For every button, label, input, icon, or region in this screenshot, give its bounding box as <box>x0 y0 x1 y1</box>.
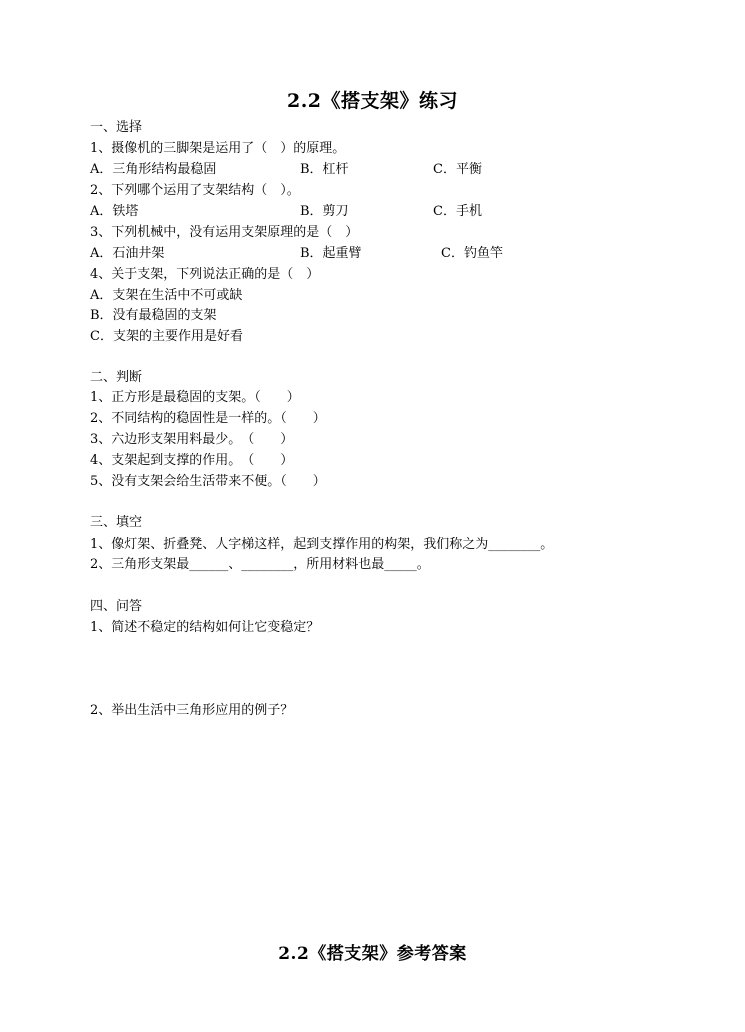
section-heading-judge: 二、判断 <box>90 370 143 385</box>
option-a: A．支架在生活中不可或缺 <box>90 288 243 303</box>
option-c: C．平衡 <box>433 162 482 177</box>
question-text: 2、下列哪个运用了支架结构（ ）。 <box>90 183 300 198</box>
page-title: 2.2《搭支架》练习 <box>286 90 459 112</box>
section-heading-choice: 一、选择 <box>90 120 143 135</box>
option-a: A．石油井架 <box>90 246 165 261</box>
option-b: B．起重臂 <box>300 246 362 261</box>
option-c: C．支架的主要作用是好看 <box>90 329 243 344</box>
option-a: A．铁塔 <box>90 204 139 219</box>
section-heading-qa: 四、问答 <box>90 599 143 614</box>
fill-item: 2、三角形支架最______、________，所用材料也最_____。 <box>90 557 430 572</box>
question-text: 4、关于支架，下列说法正确的是（ ） <box>90 267 320 282</box>
option-a: A．三角形结构最稳固 <box>90 162 217 177</box>
qa-item: 2、举出生活中三角形应用的例子？ <box>90 703 294 718</box>
option-b: B．杠杆 <box>300 162 349 177</box>
fill-item: 1、像灯架、折叠凳、人字梯这样，起到支撑作用的构架，我们称之为________。 <box>90 537 554 552</box>
option-b: B．没有最稳固的支架 <box>90 308 217 323</box>
option-c: C．手机 <box>433 204 482 219</box>
judge-item: 2、不同结构的稳固性是一样的。（ ） <box>90 411 326 426</box>
option-b: B．剪刀 <box>300 204 349 219</box>
judge-item: 1、正方形是最稳固的支架。（ ） <box>90 390 300 405</box>
judge-item: 4、支架起到支撑的作用。 （ ） <box>90 453 294 468</box>
judge-item: 3、六边形支架用料最少。 （ ） <box>90 432 294 447</box>
qa-item: 1、简述不稳定的结构如何让它变稳定？ <box>90 620 320 635</box>
question-text: 3、下列机械中，没有运用支架原理的是（ ） <box>90 225 359 240</box>
option-c: C．钓鱼竿 <box>441 246 503 261</box>
question-text: 1、摄像机的三脚架是运用了（ ）的原理。 <box>90 141 346 156</box>
section-heading-fill: 三、填空 <box>90 515 143 530</box>
answer-key-title: 2.2《搭支架》参考答案 <box>278 944 467 964</box>
judge-item: 5、没有支架会给生活带来不便。（ ） <box>90 474 326 489</box>
